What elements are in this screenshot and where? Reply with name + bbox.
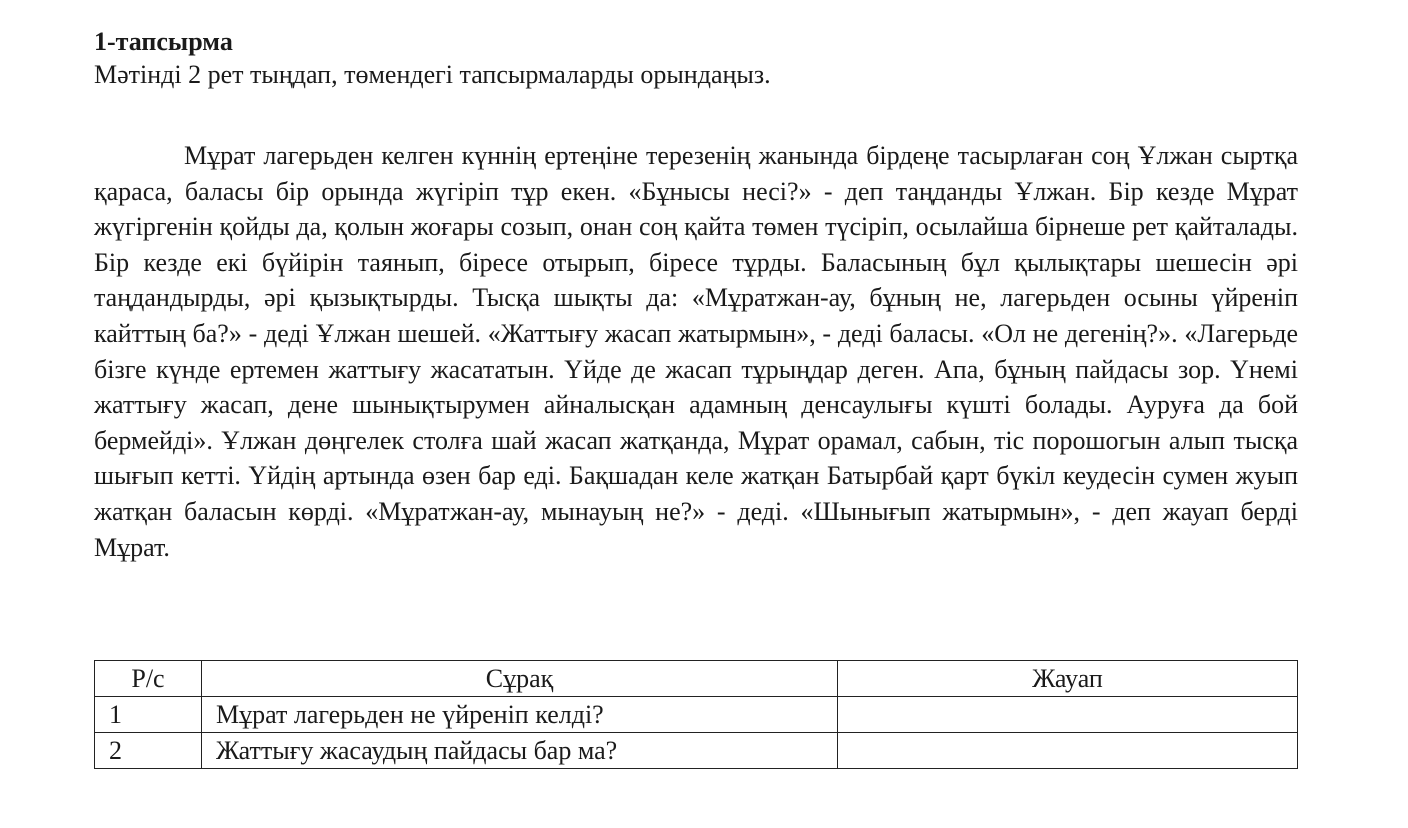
header-number: Р/с — [95, 661, 202, 697]
row-number: 1 — [95, 697, 202, 733]
row-answer-cell[interactable] — [838, 697, 1298, 733]
question-answer-table — [94, 660, 1298, 769]
header-question: Сұрақ — [202, 661, 838, 697]
task-instruction: Мәтінді 2 рет тыңдап, төмендегі тапсырмаларды орындаңыз. — [94, 60, 771, 89]
worksheet — [94, 26, 1298, 591]
task-title: 1-тапсырма — [94, 27, 233, 56]
story-paragraph: Мұрат лагерьден келген күннің ертеңіне терезенің жанында бірдеңе тасырлаған соң Ұлжан сыртқа қараса, баласы бір орында жүгіріп тұр екен. «Бұнысы несі?» - деп таңданды Ұлжан. Бір кезде Мұрат жүгіргенін қойды да, қолын жоғары созып, онан соң қайта төмен түсіріп, осылайша бірнеше рет қайталады. Бір кезде екі бүйірін таянып, біресе отырып, біресе тұрды. Баласының бұл қылықтары шешесін әрі таңдандырды, әрі қызықтырды. Тысқа шықты да: «Мұратжан-ау, бұның не, лагерьден осыны үйреніп кайттың ба?» - деді Ұлжан шешей. «Жаттығу жасап жатырмын», - деді баласы. «Ол не дегенің?». «Лагерьде бізге күнде ертемен жаттығу жасататын. Үйде де жасап тұрыңдар деген. Апа, бұның пайдасы зор. Үнемі жаттығу жасап, дене шынықтырумен айналысқан адамның денсаулығы күшті болады. Ауруға да бой бермейді». Ұлжан дөңгелек столға шай жасап жатқанда, Мұрат орамал, сабын, тіс порошогын алып тысқа шығып кетті. Үйдің артында өзен бар еді. Бақшадан келе жатқан Батырбай қарт бүкіл кеудесін сумен жуып жатқан баласын көрді. «Мұратжан-ау, мынауың не?» - деді. «Шынығып жатырмын», - деп жауап берді Мұрат. — [94, 141, 1298, 562]
row-number: 2 — [95, 733, 202, 769]
header-answer: Жауап — [838, 661, 1298, 697]
row-question: Мұрат лагерьден не үйреніп келді? — [202, 697, 838, 733]
row-answer-cell[interactable] — [838, 733, 1298, 769]
table-row — [95, 733, 1298, 769]
table-header-row — [95, 661, 1298, 697]
row-question: Жаттығу жасаудың пайдасы бар ма? — [202, 733, 838, 769]
table-row — [95, 697, 1298, 733]
